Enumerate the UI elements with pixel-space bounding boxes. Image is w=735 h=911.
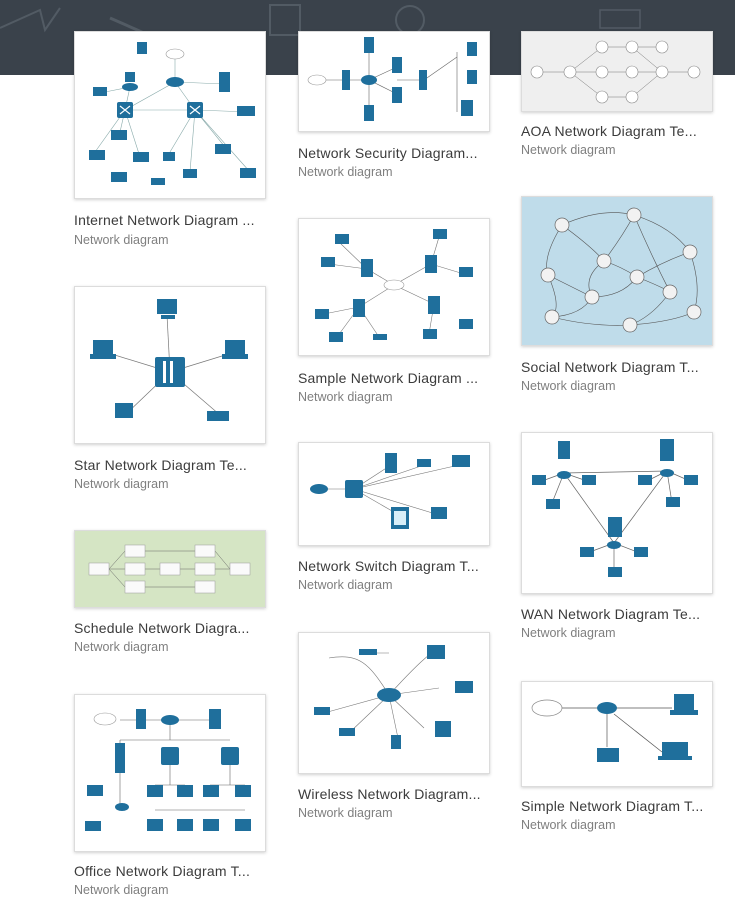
template-title[interactable]: Network Security Diagram...: [298, 145, 478, 161]
template-title[interactable]: Office Network Diagram T...: [74, 863, 251, 879]
template-thumbnail[interactable]: [298, 31, 490, 132]
template-thumbnail[interactable]: [521, 31, 713, 112]
template-thumbnail[interactable]: [521, 432, 713, 594]
template-subtitle: Network diagram: [521, 143, 616, 157]
sample-network-diagram-icon: [299, 219, 489, 355]
network-security-diagram-icon: [299, 32, 489, 131]
wireless-network-diagram-icon: [299, 633, 489, 773]
template-subtitle: Network diagram: [521, 626, 616, 640]
template-title[interactable]: Network Switch Diagram T...: [298, 558, 479, 574]
office-network-diagram-icon: [75, 695, 265, 851]
template-subtitle: Network diagram: [74, 640, 169, 654]
template-subtitle: Network diagram: [298, 806, 393, 820]
template-subtitle: Network diagram: [74, 883, 169, 897]
template-title[interactable]: Wireless Network Diagram...: [298, 786, 481, 802]
template-subtitle: Network diagram: [74, 233, 169, 247]
template-thumbnail[interactable]: [74, 31, 266, 199]
template-title[interactable]: WAN Network Diagram Te...: [521, 606, 701, 622]
template-title[interactable]: Internet Network Diagram ...: [74, 212, 255, 228]
template-thumbnail[interactable]: [298, 442, 490, 546]
aoa-network-diagram-icon: [522, 32, 712, 111]
template-thumbnail[interactable]: [298, 632, 490, 774]
template-subtitle: Network diagram: [74, 477, 169, 491]
network-switch-diagram-icon: [299, 443, 489, 545]
template-thumbnail[interactable]: [74, 530, 266, 608]
template-title[interactable]: Social Network Diagram T...: [521, 359, 699, 375]
template-title[interactable]: Schedule Network Diagra...: [74, 620, 250, 636]
internet-network-diagram-icon: [75, 32, 265, 198]
star-network-diagram-icon: [75, 287, 265, 443]
schedule-network-diagram-icon: [75, 531, 265, 607]
template-title[interactable]: Simple Network Diagram T...: [521, 798, 704, 814]
template-subtitle: Network diagram: [521, 818, 616, 832]
template-subtitle: Network diagram: [521, 379, 616, 393]
template-thumbnail[interactable]: [298, 218, 490, 356]
template-thumbnail[interactable]: [521, 196, 713, 346]
simple-network-diagram-icon: [522, 682, 712, 786]
template-title[interactable]: Sample Network Diagram ...: [298, 370, 479, 386]
social-network-diagram-icon: [522, 197, 712, 345]
template-title[interactable]: Star Network Diagram Te...: [74, 457, 247, 473]
template-thumbnail[interactable]: [74, 694, 266, 852]
template-thumbnail[interactable]: [521, 681, 713, 787]
template-subtitle: Network diagram: [298, 578, 393, 592]
wan-network-diagram-icon: [522, 433, 712, 593]
template-subtitle: Network diagram: [298, 165, 393, 179]
template-subtitle: Network diagram: [298, 390, 393, 404]
template-thumbnail[interactable]: [74, 286, 266, 444]
template-title[interactable]: AOA Network Diagram Te...: [521, 123, 697, 139]
